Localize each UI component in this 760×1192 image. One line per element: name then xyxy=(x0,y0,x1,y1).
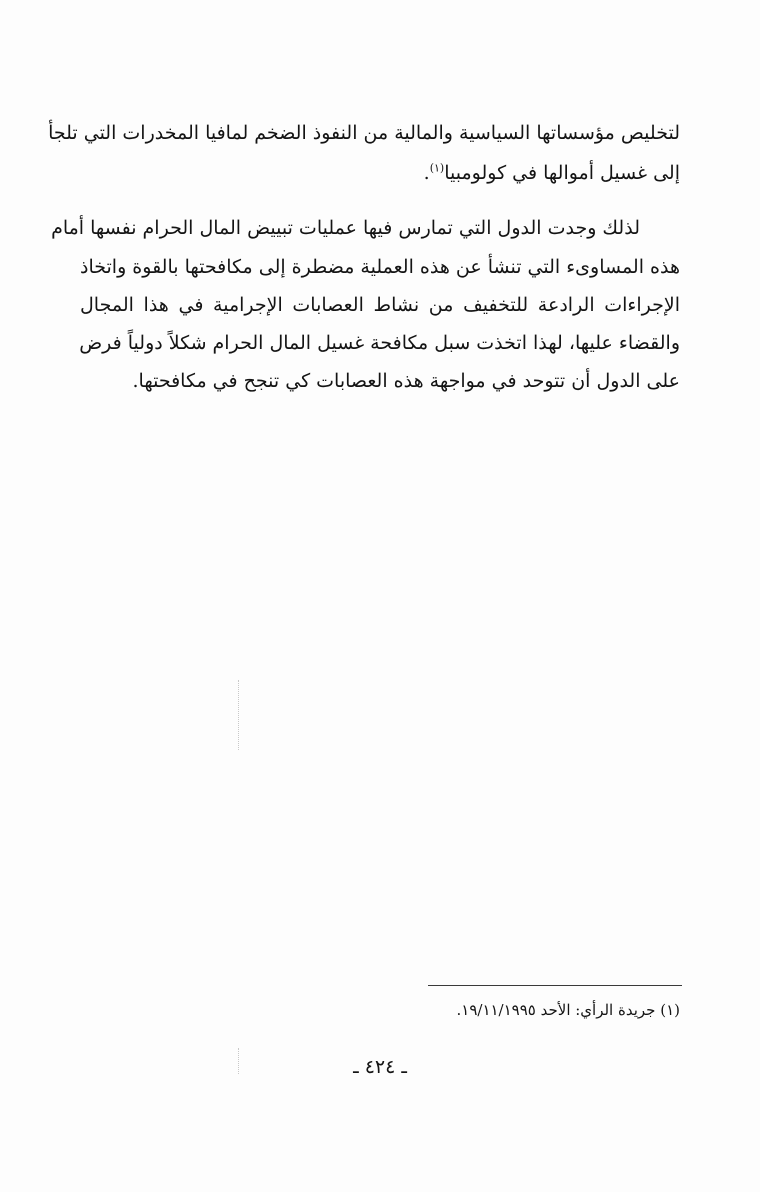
paragraph-2-line-5: على الدول أن تتوحد في مواجهة هذه العصابات كي تنجح في مكافحتها. xyxy=(132,370,680,392)
footnote: (١) جريدة الرأي: الأحد ١٩/١١/١٩٩٥. xyxy=(456,1001,680,1019)
paragraph-2-line-4: والقضاء عليها، لهذا اتخذت سبل مكافحة غسيل المال الحرام شكلاً دولياً فرض xyxy=(79,332,680,354)
scan-artifact-mark xyxy=(238,680,239,750)
paragraph-1-line-2-text: إلى غسيل أموالها في كولومبيا xyxy=(444,162,680,184)
paragraph-1-line-2-period: . xyxy=(423,162,430,184)
paragraph-1-line-1: لتخليص مؤسساتها السياسية والمالية من النفوذ الضخم لمافيا المخدرات التي تلجأ xyxy=(48,122,680,144)
page-number: ـ ٤٢٤ ـ xyxy=(353,1056,407,1078)
paragraph-2-line-1: لذلك وجدت الدول التي تمارس فيها عمليات تبييض المال الحرام نفسها أمام xyxy=(51,217,640,239)
paragraph-2-line-2: هذه المساوىء التي تنشأ عن هذه العملية مضطرة إلى مكافحتها بالقوة واتخاذ xyxy=(80,256,680,278)
footnote-separator xyxy=(428,985,682,986)
paragraph-2-line-3: الإجراءات الرادعة للتخفيف من نشاط العصابات الإجرامية في هذا المجال xyxy=(80,294,680,316)
footnote-reference: (١) xyxy=(429,161,445,175)
paragraph-1-line-2 xyxy=(80,156,680,190)
